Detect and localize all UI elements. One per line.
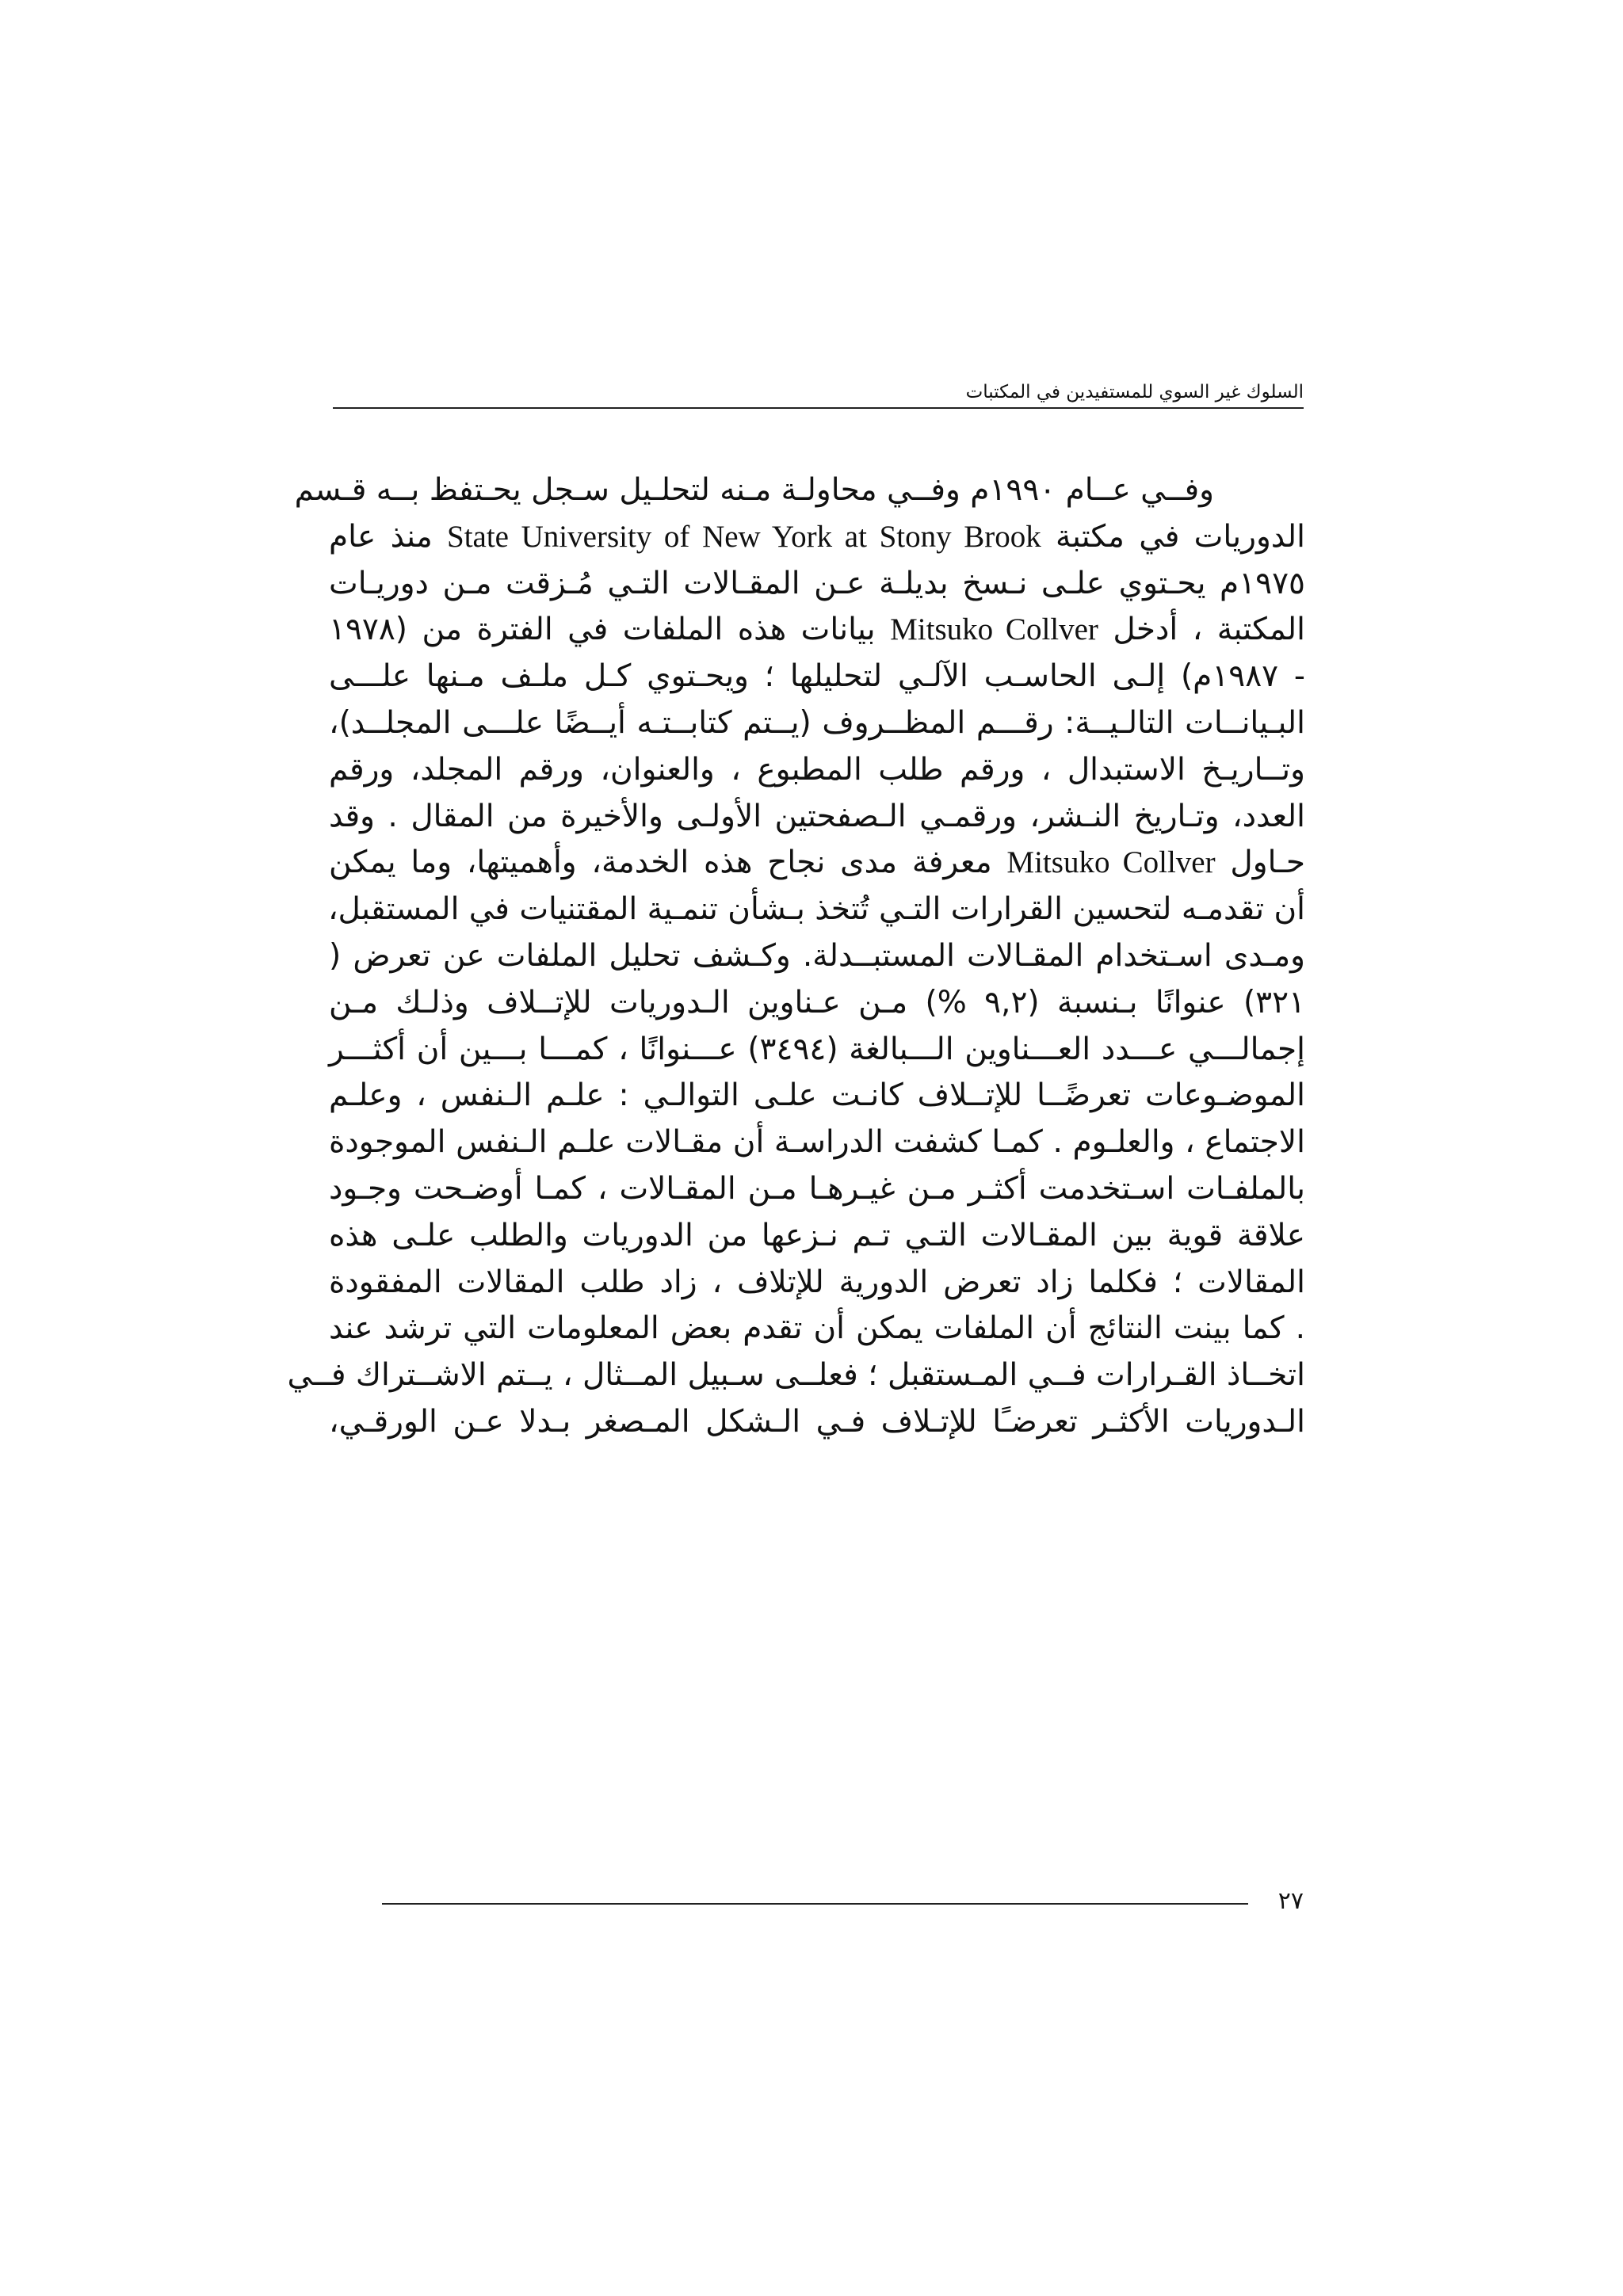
text-segment: حـاول [1215, 845, 1305, 881]
page-header [333, 372, 1304, 409]
text-line: . كما بينت النتائج أن الملفات يمكن أن تقدم بعض المعلومات التي ترشد عند [329, 1310, 1305, 1347]
latin-text-segment: Mitsuko Collver [890, 612, 1098, 647]
body-paragraph [287, 467, 1306, 1838]
text-segment: المكتبة ، أدخل [1098, 612, 1305, 648]
latin-text-segment: Mitsuko Collver [1006, 845, 1216, 880]
text-line: المقالات ؛ فكلما زاد تعرض الدورية للإتلاف ، زاد طلب المقالات المفقودة [329, 1264, 1305, 1300]
text-line: العدد، وتـاريخ النـشر، ورقمـي الـصفحتين الأولـى والأخيرة من المقال . وقد [329, 798, 1305, 834]
text-line: وتــاريـخ الاستبدال ، ورقم طلب المطبوع ، والعنوان، ورقم المجلد، ورقم [329, 751, 1305, 788]
latin-text-segment: State University of New York at Stony Brook [447, 519, 1041, 554]
text-line: الموضـوعات تعرضًــا للإتــلاف كانـت علـى التوالـي : علـم الـنفس ، وعلـم [329, 1077, 1305, 1114]
text-line: أن تقدمـه لتحسين القرارات التـي تُتخذ بـشأن تنمـية المقتنيات في المستقبل، [327, 891, 1305, 928]
text-segment: معرفة مدى نجاح هذه الخدمة، وأهميتها، وما يمكن [329, 845, 1007, 881]
text-segment: منذ عام [329, 518, 448, 555]
text-line: ٣٢١) عنوانًا بـنسبة (٩,٢ %) مـن عـناوين الـدوريات للإتــلاف وذلـك مـن [329, 984, 1305, 1020]
header-rule [333, 407, 1304, 409]
text-line: علاقة قوية بين المقـالات التـي تـم نـزعها من الدوريات والطلب علـى هذه [329, 1217, 1305, 1253]
page-footer [333, 1886, 1304, 1920]
text-segment: بيانات هذه الملفات في الفترة من (١٩٧٨ [329, 612, 891, 648]
text-line: الاجتماع ، والعلـوم . كمـا كشفت الدراسـة أن مقـالات علـم الـنفس الموجودة [329, 1124, 1305, 1161]
text-line: البـيانــات التالـيــة: رقـــم المظــروف (يــتم كتابــتـه أيــضًا علـــى المجلــد)، [329, 704, 1305, 741]
text-line: - ١٩٨٧م) إلـى الحاسـب الآلـي لتحليلها ؛ ويحـتوي كـل ملـف مـنها علـــى [329, 658, 1305, 695]
text-line [329, 840, 1305, 887]
text-line: الـدوريات الأكثـر تعرضـًا للإتـلاف فـي الـشكل المـصغر بـدلا عـن الورقـي، [329, 1403, 1305, 1440]
text-line: اتخــاذ القـرارات فــي المـستقبل ؛ فعلــى سـبيل المــثال ، يــتم الاشــتراك فــي [287, 1357, 1305, 1394]
text-line: وفــي عــام ١٩٩٠م وفــي محاولـة مـنه لتحلـيل سـجل يحـتفظ بــه قـسم [294, 472, 1214, 508]
text-line: إجمالـــي عـــدد العـــناوين الـــبالغة (٣٤٩٤) عـــنوانًا ، كمـــا بـــين أن أكثـــر [329, 1031, 1306, 1067]
footer-rule [382, 1903, 1248, 1905]
text-line [329, 607, 1305, 654]
text-line [329, 514, 1305, 561]
text-line: ومـدى اسـتخدام المقـالات المستبــدلة. وكـشف تحليل الملفات عن تعرض ( [329, 937, 1305, 974]
running-title: السلوك غير السوي للمستفيدين في المكتبات [965, 382, 1304, 402]
text-line: بالملفـات اسـتخدمت أكثـر مـن غيـرهـا مـن المقـالات ، كمـا أوضـحت وجـود [329, 1170, 1305, 1207]
text-segment: الدوريات في مكتبة [1041, 518, 1305, 555]
page-number: ٢٧ [1277, 1887, 1304, 1915]
text-line: ١٩٧٥م يحـتوي علـى نـسخ بديلـة عـن المقـالات التـي مُـزقت مـن دوريـات [329, 565, 1305, 601]
